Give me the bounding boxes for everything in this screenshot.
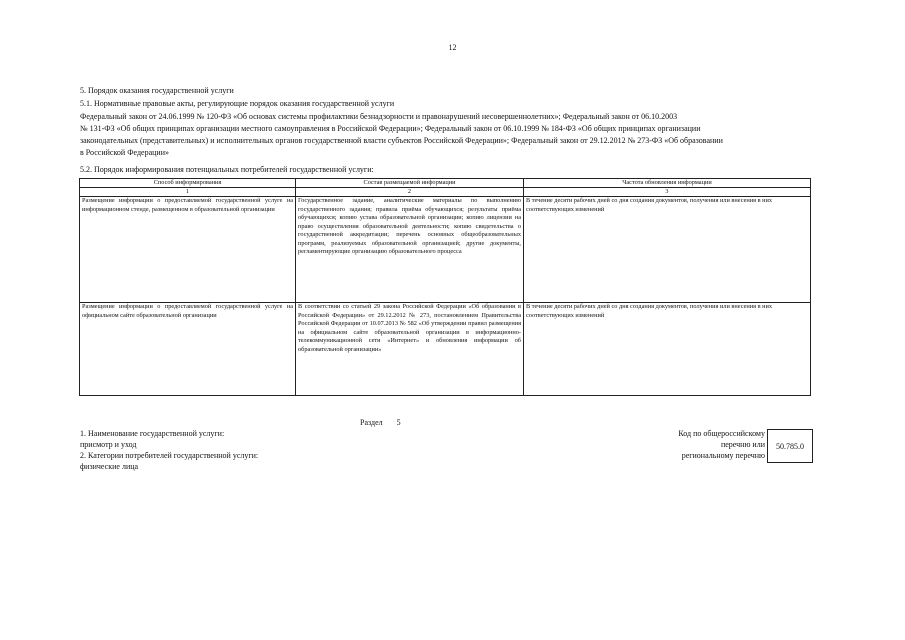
info-title: 5.2. Порядок информирования потенциальных потребителей государственной услуги: xyxy=(80,165,374,174)
code-label: перечню или xyxy=(720,440,765,449)
consumer-category-value: физические лица xyxy=(80,462,139,471)
content-cell: Государственное задание, аналитические материалы по выполнению государственного задания; правила приёма обучающихся; результаты приёма обучающихся; копию устава образовательной организации; копию лицензии на право осуществления образовательной деятельности; копию свидетельства о государственной аккредитации; перечень основных общеобразовательных программ, реализуемых образовательной организацией; другие документы, регламентирующие организацию образовательного процесса xyxy=(296,197,524,303)
code-label: Код по общероссийскому xyxy=(678,429,765,438)
table-header-row xyxy=(80,179,811,188)
service-name-label: 1. Наименование государственной услуги: xyxy=(80,429,225,438)
method-cell: Размещение информации о предоставляемой государственной услуге на официальном сайте образовательной организации xyxy=(80,303,296,396)
table-row xyxy=(80,303,811,396)
law-line: в Российской Федерации» xyxy=(80,148,169,157)
law-line: законодательных (представительных) и исполнительных органов государственной власти субъектов Российской Федерации»; Федеральный закон от 29.12.2012 № 273-ФЗ «Об образовании xyxy=(80,136,723,145)
method-cell: Размещение информации о предоставляемой государственной услуге на информационном стенде, размещенном в образовательной организации xyxy=(80,197,296,303)
law-line: № 131-ФЗ «Об общих принципах организации местного самоуправления в Российской Федерации»; Федеральный закон от 06.10.1999 № 184-ФЗ «Об общих принципах организации xyxy=(80,124,701,133)
content-cell: В соответствии со статьей 29 закона Российской Федерации «Об образовании в Российской Федерации» от 29.12.2012 № 273, постановлением Правительства Российской Федерации от 10.07.2013 № 582 «Об утверждении правил размещения на официальном сайте образовательной организации в информационно-телекоммуникационной сети «Интернет» и обновления информации об образовательной организации» xyxy=(296,303,524,396)
service-name-value: присмотр и уход xyxy=(80,440,137,449)
column-number: 2 xyxy=(296,188,524,197)
section-subtitle: 5.1. Нормативные правовые акты, регулирующие порядок оказания государственной услуги xyxy=(80,99,395,108)
table-row xyxy=(80,197,811,303)
column-number: 3 xyxy=(524,188,811,197)
column-header: Частота обновления информации xyxy=(524,179,811,188)
section-title: 5. Порядок оказания государственной услуги xyxy=(80,86,234,95)
column-header: Способ информирования xyxy=(80,179,296,188)
page-number: 12 xyxy=(448,43,457,52)
section-number: 5 xyxy=(396,418,401,427)
frequency-cell: В течение десяти рабочих дней со дня создания документов, получения или внесения в них соответствующих изменений xyxy=(524,197,811,303)
column-number-row xyxy=(80,188,811,197)
section-label: Раздел xyxy=(360,418,383,427)
column-header: Состав размещаемой информации xyxy=(296,179,524,188)
frequency-cell: В течение десяти рабочих дней со дня создания документов, получения или внесения в них соответствующих изменений xyxy=(524,303,811,396)
section-heading xyxy=(360,418,401,427)
column-number: 1 xyxy=(80,188,296,197)
law-line: Федеральный закон от 24.06.1999 № 120-ФЗ «Об основах системы профилактики безнадзорности и правонарушений несовершеннолетних»; Федеральный закон от 06.10.2003 xyxy=(80,112,678,121)
information-table xyxy=(79,178,811,396)
code-box: 50.785.0 xyxy=(767,429,813,463)
code-label: региональному перечню xyxy=(681,451,765,460)
consumer-category-label: 2. Категории потребителей государственной услуги: xyxy=(80,451,259,460)
